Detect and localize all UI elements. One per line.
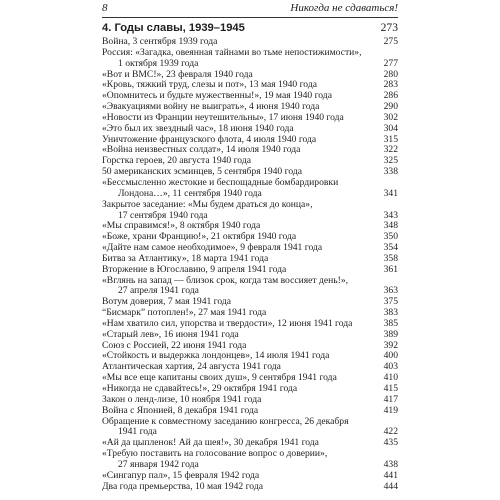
toc-entry-title: «Боже, храни Францию!», 21 октября 1940 года — [102, 231, 297, 243]
toc-entry-title: “Бисмарк” потоплен!», 27 мая 1941 года — [102, 307, 267, 319]
toc-entry-title: «Новости из Франции неутешительны», 17 июня 1940 года — [102, 111, 344, 123]
toc-entry-title: «Это был их звездный час», 18 июня 1940 года — [102, 122, 294, 134]
toc-entry-page: 354 — [383, 242, 398, 254]
toc-entry-title: «Вглянь на запад — близок срок, когда там воссияет день!», — [102, 274, 349, 286]
toc-entry-title: «Вот и ВМС!», 23 февраля 1940 года — [102, 68, 253, 80]
toc-entry-title: «Стойкость и выдержка лондонцев», 14 июля 1941 года — [102, 350, 330, 362]
toc-entry-page: 403 — [383, 361, 398, 373]
toc-entry-title: Вторжение в Югославию, 9 апреля 1941 года — [102, 263, 287, 275]
toc-entry-page: 338 — [383, 166, 398, 178]
toc-entry-title: Битва за Атлантику», 18 марта 1941 года — [102, 252, 269, 264]
toc-entry-title: «Никогда не сдавайтесь!», 29 октября 1941 года — [102, 383, 298, 394]
toc-entry-page: 361 — [383, 263, 398, 275]
toc-entry-page: 304 — [383, 122, 398, 134]
toc-entry-title: «Нам хватило сил, упорства и твердости», 12 июня 1941 года — [102, 317, 353, 329]
toc-entry — [102, 124, 398, 135]
section-heading — [102, 20, 398, 36]
toc-entry-page: 302 — [383, 111, 398, 123]
toc-entry-title: Горстка героев, 20 августа 1940 года — [102, 155, 251, 167]
section-title: 4. Годы славы, 1939–1945 — [102, 22, 245, 34]
toc-entry-title: Закрытое заседание: «Мы будем драться до конца», — [102, 198, 313, 210]
toc-entry-title: «Старый лев», 16 июня 1941 года — [102, 328, 239, 340]
toc-entry — [102, 482, 398, 493]
toc-entry-page: 422 — [383, 426, 398, 438]
toc-entry-page: 341 — [383, 187, 398, 199]
toc-entry-page: 415 — [383, 383, 398, 394]
header-divider — [102, 17, 398, 18]
toc-entry-page: 325 — [383, 155, 398, 167]
toc-entry-page: 419 — [383, 404, 398, 416]
toc-entry-title: Закон о ленд-лизе, 10 ноября 1941 года — [102, 393, 262, 405]
toc-entry-page: 389 — [383, 328, 398, 340]
toc-entry-title: «Эвакуациями войну не выиграть», 4 июня 1940 года — [102, 101, 320, 113]
toc-entry-title: «Дайте нам самое необходимое», 9 февраля 1941 года — [102, 242, 323, 254]
toc-entry-title: «Бессмысленно жестокие и беспощадные бомбардировки — [102, 176, 339, 188]
table-of-contents — [102, 37, 398, 492]
toc-entry-page: 322 — [383, 144, 398, 156]
toc-entry-page: 375 — [383, 296, 398, 308]
toc-entry-title: 27 апреля 1941 года — [118, 285, 199, 297]
toc-entry-page: 400 — [383, 350, 398, 362]
toc-entry-title: «Сингапур пал», 15 февраля 1942 года — [102, 469, 260, 481]
toc-entry-title: Два года премьерства, 10 мая 1942 года — [102, 480, 263, 492]
toc-entry-title: «Ай да цыпленок! Ай да шея!», 30 декабря 1941 года — [102, 437, 319, 449]
toc-entry-page: 417 — [383, 393, 398, 405]
toc-entry-page: 410 — [383, 372, 398, 384]
toc-entry-title: 50 американских эсминцев, 5 сентября 1940 года — [102, 166, 302, 178]
toc-entry-page: 343 — [383, 209, 398, 221]
toc-entry-page: 348 — [383, 220, 398, 232]
toc-entry-title: Обращение к совместному заседанию конгресса, 26 декабря — [102, 415, 349, 427]
toc-entry-page: 358 — [383, 252, 398, 264]
toc-entry-title: 1941 года — [118, 426, 157, 438]
toc-entry-page: 435 — [383, 437, 398, 449]
toc-entry-title: 17 сентября 1940 года — [118, 209, 208, 221]
toc-entry — [102, 59, 398, 70]
toc-entry-title: 27 января 1942 года — [118, 458, 199, 470]
toc-entry-title: Атлантическая хартия, 24 августа 1941 года — [102, 361, 281, 373]
toc-entry-title: «Мы все еще капитаны своих душ», 9 сентября 1941 года — [102, 372, 337, 384]
toc-entry-page: 392 — [383, 339, 398, 351]
toc-entry-page: 350 — [383, 231, 398, 243]
page-header — [102, 0, 398, 16]
toc-entry-title: «Война неизвестных солдат», 14 июля 1940 года — [102, 144, 301, 156]
toc-entry-page: 275 — [383, 36, 398, 47]
toc-entry — [102, 265, 398, 276]
toc-entry-title: «Опомнитесь и будьте мужественны!», 19 мая 1940 года — [102, 90, 332, 102]
toc-entry-page: 277 — [383, 57, 398, 69]
toc-entry-page: 438 — [383, 458, 398, 470]
toc-entry-page: 290 — [383, 101, 398, 113]
section-page: 273 — [380, 21, 398, 34]
toc-entry-title: 1 октября 1939 года — [118, 57, 199, 69]
toc-entry-page: 286 — [383, 90, 398, 102]
toc-entry-page: 383 — [383, 307, 398, 319]
toc-entry-title: Война, 3 сентября 1939 года — [102, 36, 218, 47]
toc-entry — [102, 471, 398, 482]
toc-entry-page: 441 — [383, 469, 398, 481]
toc-entry-page: 363 — [383, 285, 398, 297]
toc-entry-title: «Кровь, тяжкий труд, слезы и пот», 13 мая 1940 года — [102, 79, 317, 91]
toc-entry — [102, 406, 398, 417]
toc-entry-title: Россия: «Загадка, овеянная тайнами во тьме непостижимости», — [102, 46, 362, 58]
toc-entry-title: Уничтожение французского флота, 4 июля 1940 года — [102, 133, 317, 145]
toc-entry-title: Союз с Россией, 22 июня 1941 года — [102, 339, 247, 351]
toc-entry-title: Война с Японией, 8 декабря 1941 года — [102, 404, 259, 416]
toc-entry-page: 385 — [383, 317, 398, 329]
toc-entry-title: «Требую поставить на голосование вопрос о доверии», — [102, 448, 328, 460]
toc-entry-title: Вотум доверия, 7 мая 1941 года — [102, 296, 232, 308]
toc-entry-page: 280 — [383, 68, 398, 80]
running-title: Никогда не сдаваться! — [290, 2, 398, 14]
toc-entry-page: 315 — [383, 133, 398, 145]
toc-entry-title: Лондона…», 11 сентября 1940 года — [118, 187, 262, 199]
toc-entry — [102, 330, 398, 341]
toc-entry — [102, 200, 398, 211]
toc-entry-title: «Мы справимся!», 8 октября 1940 года — [102, 220, 261, 232]
toc-entry-page: 444 — [383, 480, 398, 492]
page-number: 8 — [102, 2, 108, 14]
toc-entry-page: 283 — [383, 79, 398, 91]
